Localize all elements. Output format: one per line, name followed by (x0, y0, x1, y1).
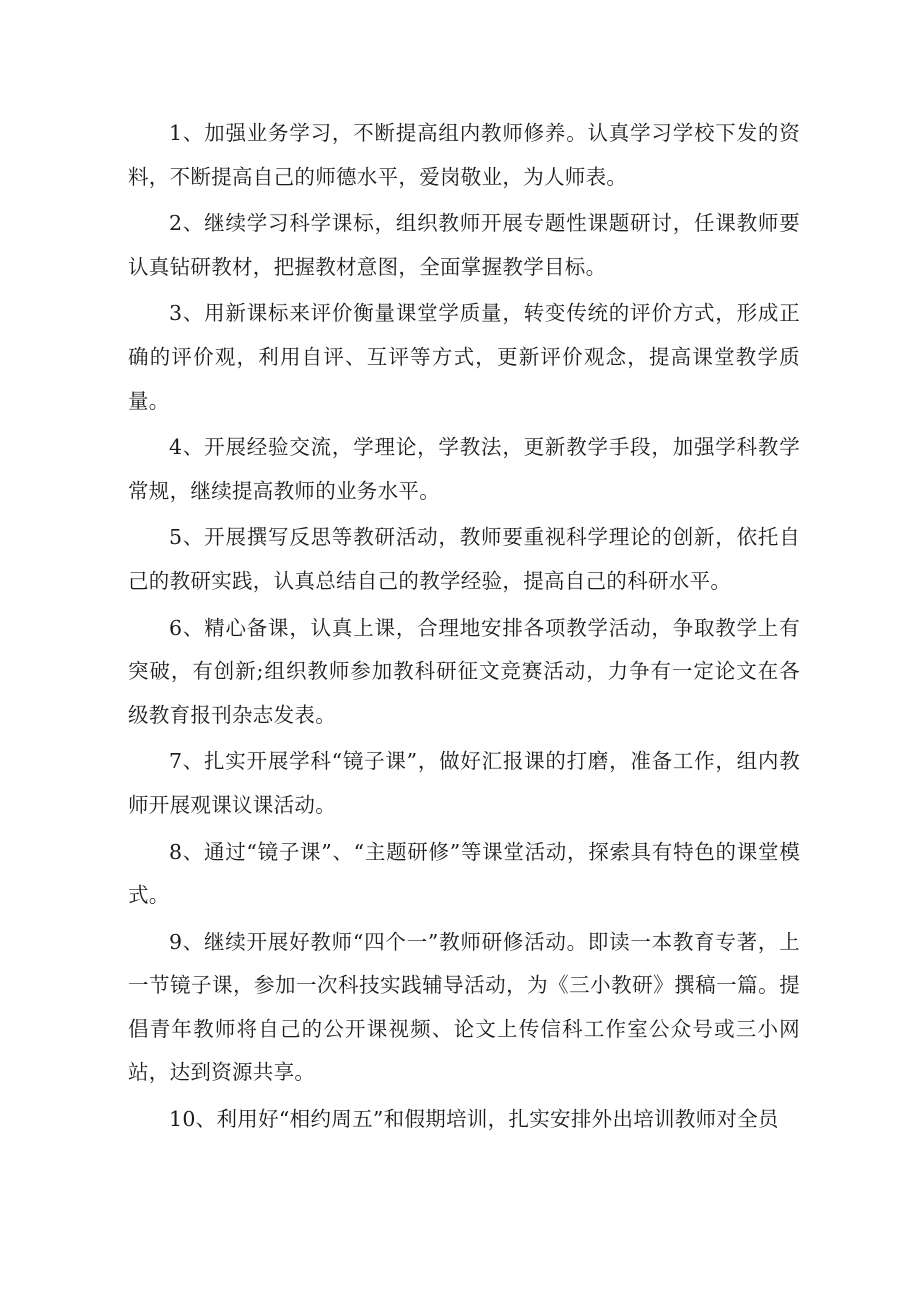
paragraph-4: 4、开展经验交流，学理论，学教法，更新教学手段，加强学科教学常规，继续提高教师的业务水平。 (128, 435, 800, 503)
paragraph-3: 3、用新课标来评价衡量课堂学质量，转变传统的评价方式，形成正确的评价观，利用自评、互评等方式，更新评价观念，提高课堂教学质量。 (128, 301, 800, 413)
paragraph-9: 9、继续开展好教师“四个一”教师研修活动。即读一本教育专著，上一节镜子课，参加一次科技实践辅导活动，为《三小教研》撰稿一篇。提倡青年教师将自己的公开课视频、论文上传信科工作室公众号或三小网站，达到资源共享。 (128, 929, 800, 1085)
paragraph-6: 6、精心备课，认真上课，合理地安排各项教学活动，争取教学上有突破，有创新;组织教师参加教科研征文竞赛活动，力争有一定论文在各级教育报刊杂志发表。 (128, 615, 800, 727)
paragraph-2: 2、继续学习科学课标，组织教师开展专题性课题研讨，任课教师要认真钻研教材，把握教材意图，全面掌握教学目标。 (128, 211, 800, 279)
paragraph-5: 5、开展撰写反思等教研活动，教师要重视科学理论的创新，依托自己的教研实践，认真总结自己的教学经验，提高自己的科研水平。 (128, 525, 800, 593)
paragraph-1: 1、加强业务学习，不断提高组内教师修养。认真学习学校下发的资料，不断提高自己的师德水平，爱岗敬业，为人师表。 (128, 121, 800, 189)
document-body (128, 112, 800, 1145)
paragraph-8: 8、通过“镜子课”、“主题研修”等课堂活动，探索具有特色的课堂模式。 (128, 839, 800, 908)
paragraph-10: 10、利用好“相约周五”和假期培训，扎实安排外出培训教师对全员 (169, 1107, 779, 1132)
paragraph-7: 7、扎实开展学科“镜子课”，做好汇报课的打磨，准备工作，组内教师开展观课议课活动。 (128, 749, 800, 817)
